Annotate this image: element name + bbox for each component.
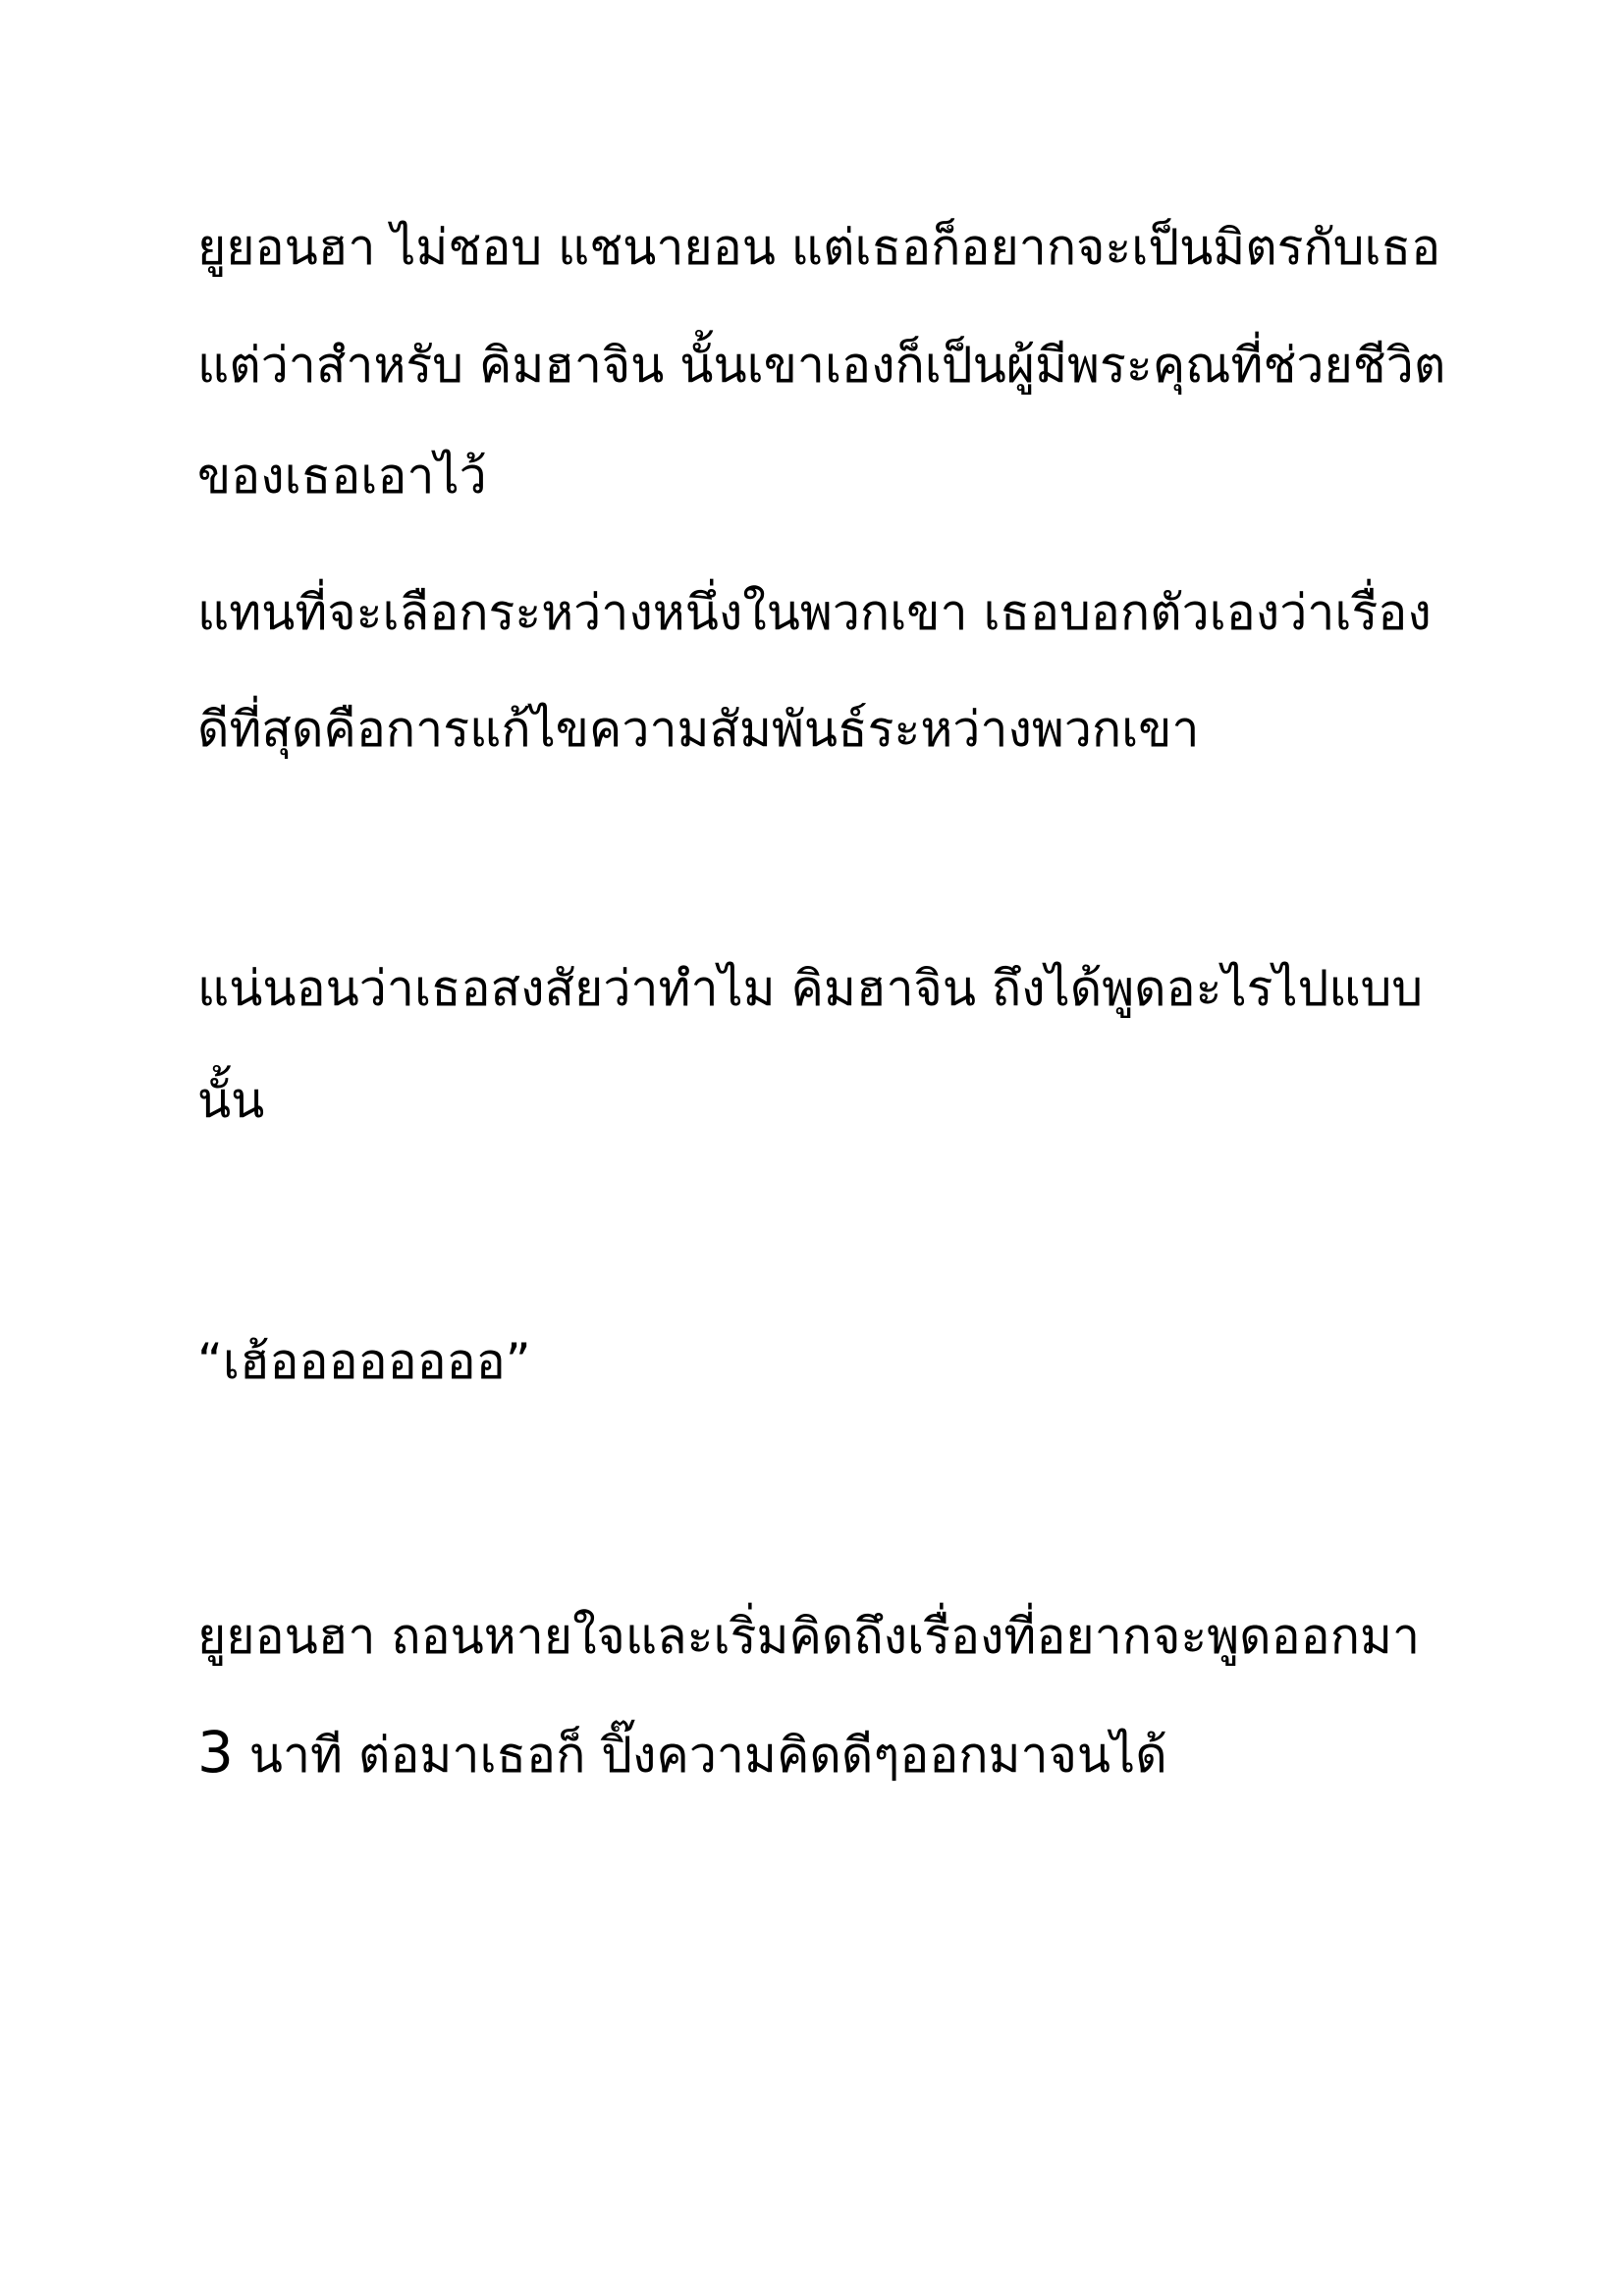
paragraph-line: ของเธอเอาไว้	[197, 448, 487, 505]
paragraph-line	[197, 1718, 1167, 1789]
paragraph-line: ดีที่สุดคือการแก้ไขความสัมพันธ์ระหว่างพวกเขา	[197, 701, 1200, 758]
paragraph-line-text: นาที ต่อมาเธอก็ ปิ๊งความคิดดีๆออกมาจนได้	[233, 1727, 1167, 1784]
paragraph-line: ยูยอนฮา ไม่ชอบ แชนายอน แต่เธอก็อยากจะเป็นมิตรกับเธอ	[197, 219, 1441, 276]
paragraph-line: ยูยอนฮา ถอนหายใจและเริ่มคิดถึงเรื่องที่อยากจะพูดออกมา	[197, 1608, 1421, 1665]
minutes-number: 3	[197, 1719, 234, 1786]
paragraph-line: แต่ว่าสำหรับ คิมฮาจิน นั้นเขาเองก็เป็นผู้มีพระคุณที่ช่วยชีวิต	[197, 337, 1446, 394]
paragraph-line: นั้น	[197, 1072, 265, 1129]
paragraph-line: แทนที่จะเลือกระหว่างหนึ่งในพวกเขา เธอบอกตัวเองว่าเรื่อง	[197, 584, 1432, 641]
paragraph-line: แน่นอนว่าเธอสงสัยว่าทำไม คิมฮาจิน ถึงได้พูดอะไรไปแบบ	[197, 960, 1424, 1017]
dialogue-line: “เฮ้ออออออออ”	[197, 1333, 531, 1390]
